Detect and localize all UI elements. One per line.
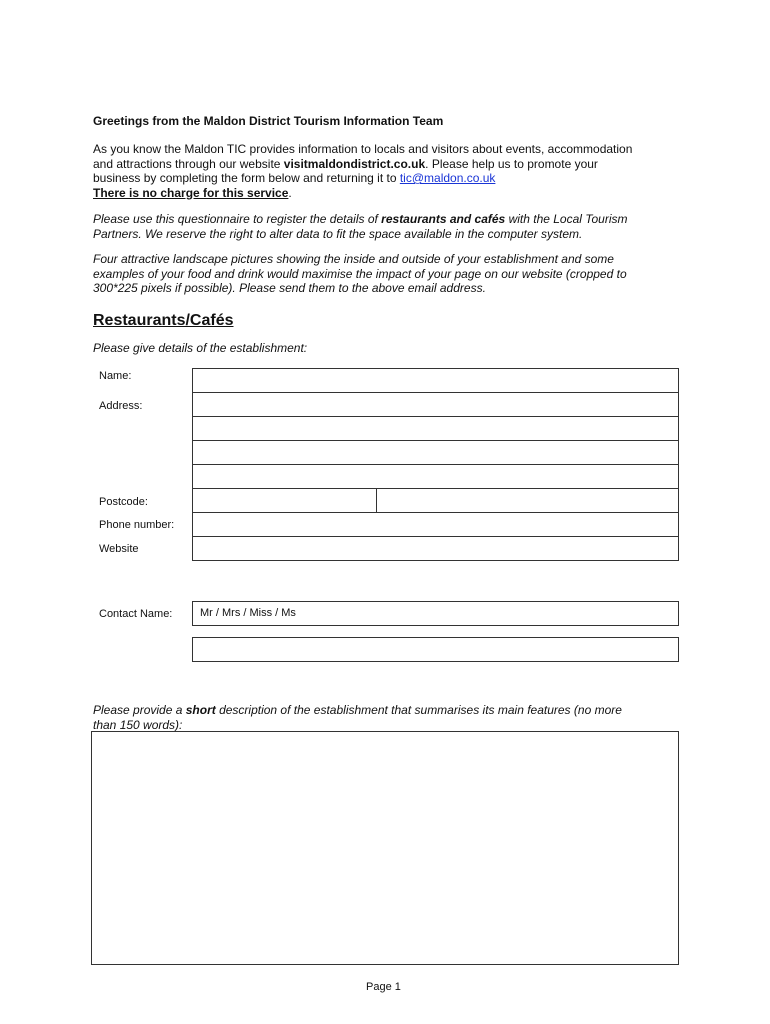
intro-line-1: As you know the Maldon TIC provides information to locals and visitors about events, accommodation: [93, 142, 633, 156]
contact-name-label: Contact Name:: [99, 608, 173, 620]
address-field-2[interactable]: [192, 416, 679, 441]
postcode-label: Postcode:: [99, 496, 148, 508]
description-prompt: [93, 703, 693, 732]
address-field-4[interactable]: [192, 464, 679, 489]
contact-title-options: Mr / Mrs / Miss / Ms: [200, 607, 296, 619]
para3-line-1: Four attractive landscape pictures showing the inside and outside of your establishment and some: [93, 252, 614, 266]
intro-line-2: and attractions through our website visitmaldondistrict.co.uk. Please help us to promote your: [93, 156, 598, 171]
page-number: Page 1: [366, 981, 401, 993]
greeting-heading: Greetings from the Maldon District Tourism Information Team: [93, 114, 444, 128]
no-charge-notice: There is no charge for this service: [93, 185, 289, 200]
description-line-2: than 150 words):: [93, 717, 183, 732]
intro-paragraph: [93, 142, 693, 200]
intro-line-3: business by completing the form below and returning it to tic@maldon.co.uk: [93, 171, 496, 185]
para2-line-1: Please use this questionnaire to register the details of restaurants and cafés with the Local Tourism: [93, 212, 628, 226]
website-field[interactable]: [192, 536, 679, 561]
postcode-extra-field[interactable]: [376, 488, 679, 513]
contact-name-field[interactable]: [192, 601, 679, 626]
questionnaire-paragraph: [93, 212, 693, 241]
description-line-1: Please provide a short description of the establishment that summarises its main features (no more: [93, 703, 622, 717]
website-label: Website: [99, 543, 139, 555]
description-textarea[interactable]: [91, 731, 679, 965]
address-label: Address:: [99, 400, 143, 412]
address-field-1[interactable]: [192, 392, 679, 417]
pictures-paragraph: [93, 252, 693, 296]
name-label: Name:: [99, 370, 132, 382]
contact-name-extra-field[interactable]: [192, 637, 679, 662]
para2-line-2: Partners. We reserve the right to alter data to fit the space available in the computer system.: [93, 226, 583, 241]
details-prompt: Please give details of the establishment:: [93, 341, 308, 355]
intro-line-4: There is no charge for this service.: [93, 185, 292, 200]
address-field-3[interactable]: [192, 440, 679, 465]
phone-field[interactable]: [192, 512, 679, 537]
phone-label: Phone number:: [99, 519, 175, 531]
name-field[interactable]: [192, 368, 679, 393]
para3-line-3: 300*225 pixels if possible). Please send them to the above email address.: [93, 281, 486, 295]
website-name: visitmaldondistrict.co.uk: [283, 156, 426, 171]
postcode-field[interactable]: [192, 488, 377, 513]
para3-line-2: examples of your food and drink would maximise the impact of your page on our website (cropped to: [93, 266, 627, 281]
section-title: Restaurants/Cafés: [93, 312, 234, 329]
email-link[interactable]: tic@maldon.co.uk: [399, 171, 496, 185]
